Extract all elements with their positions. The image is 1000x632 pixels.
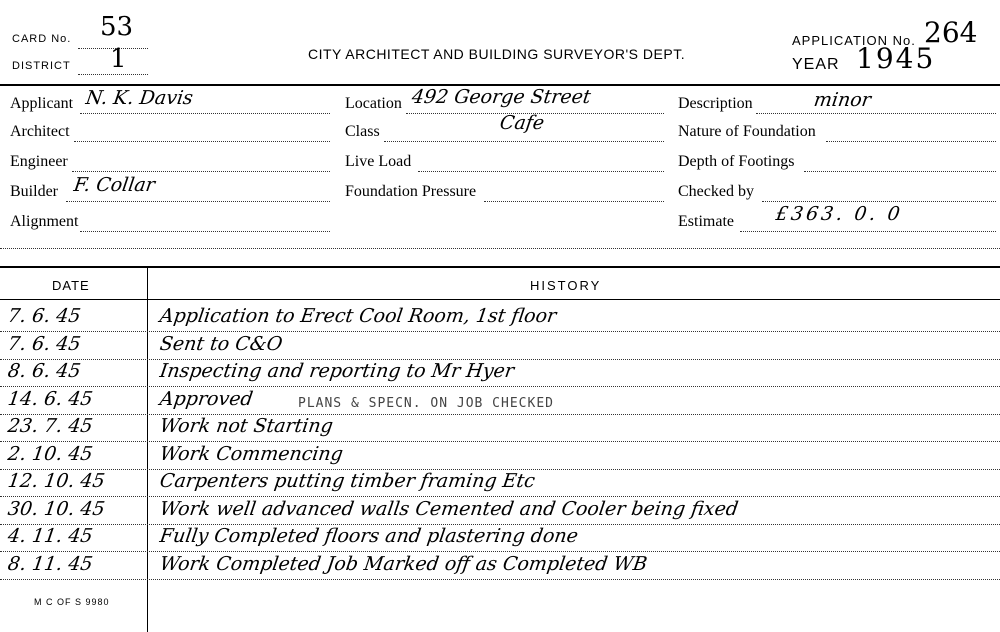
depth-of-footings-underline [804, 171, 996, 172]
builder-label: Builder [10, 183, 58, 200]
class-underline [384, 141, 664, 142]
location-label: Location [345, 95, 402, 112]
history-entry: Application to Erect Cool Room, 1st floor [158, 305, 558, 327]
card-number-value: 53 [100, 12, 134, 42]
builder-value: F. Collar [72, 174, 157, 196]
history-date: 14. 6. 45 [6, 387, 95, 410]
history-row-rule [0, 579, 1000, 580]
field-block-bottom-rule [0, 248, 1000, 249]
history-header-rule [0, 299, 1000, 300]
history-date: 4. 11. 45 [6, 525, 95, 547]
form-code: M C OF S 9980 [34, 597, 110, 607]
class-value: Cafe [498, 112, 546, 134]
date-column-divider [147, 266, 148, 632]
builder-underline [66, 201, 330, 202]
plans-checked-stamp: PLANS & SPECN. ON JOB CHECKED [298, 396, 554, 411]
year-label: YEAR [792, 56, 840, 73]
nature-of-foundation-underline [826, 141, 996, 142]
history-entry: Sent to C&O [158, 332, 284, 355]
district-value: 1 [110, 44, 127, 74]
history-entry: Work Commencing [158, 442, 345, 465]
year-value: 1945 [856, 42, 936, 75]
foundation-pressure-label: Foundation Pressure [345, 183, 477, 200]
engineer-underline [72, 171, 330, 172]
district-label: DISTRICT [12, 60, 71, 72]
class-label: Class [345, 123, 380, 140]
history-date: 7. 6. 45 [6, 305, 83, 327]
application-number-label: APPLICATION No. [792, 33, 916, 48]
history-row-rule [0, 386, 1000, 387]
description-label: Description [678, 95, 753, 112]
department-title: CITY ARCHITECT AND BUILDING SURVEYOR'S DEPT. [308, 46, 686, 62]
engineer-label: Engineer [10, 153, 68, 170]
history-date: 8. 6. 45 [6, 360, 83, 382]
date-column-header: DATE [52, 278, 90, 293]
description-value: minor [812, 89, 873, 111]
checked-by-underline [762, 201, 996, 202]
history-entry: Work well advanced walls Cemented and Cooler being fixed [158, 497, 740, 520]
history-date: 8. 11. 45 [6, 552, 95, 575]
history-column-header: HISTORY [530, 278, 602, 293]
history-entry: Work Completed Job Marked off as Completed WB [158, 552, 649, 575]
nature-of-foundation-label: Nature of Foundation [678, 123, 816, 140]
estimate-value: £363. 0. 0 [774, 203, 905, 225]
architect-label: Architect [10, 123, 70, 140]
history-entry: Approved [158, 387, 255, 410]
history-top-rule [0, 266, 1000, 268]
alignment-underline [80, 231, 330, 232]
application-number-value: 264 [924, 16, 978, 49]
history-row-rule [0, 551, 1000, 552]
live-load-underline [418, 171, 664, 172]
history-row-rule [0, 414, 1000, 415]
alignment-label: Alignment [10, 213, 79, 230]
live-load-label: Live Load [345, 153, 412, 170]
applicant-label: Applicant [10, 95, 74, 112]
applicant-value: N. K. Davis [84, 87, 195, 109]
history-row-rule [0, 496, 1000, 497]
estimate-underline [740, 231, 996, 232]
history-date: 30. 10. 45 [6, 497, 107, 520]
history-entry: Carpenters putting timber framing Etc [158, 470, 537, 492]
location-value: 492 George Street [410, 86, 593, 108]
history-date: 2. 10. 45 [6, 442, 95, 465]
foundation-pressure-underline [484, 201, 664, 202]
depth-of-footings-label: Depth of Footings [678, 153, 795, 170]
district-underline [78, 74, 148, 75]
history-entry: Work not Starting [158, 415, 335, 437]
history-entry: Inspecting and reporting to Mr Hyer [158, 360, 516, 382]
history-date: 12. 10. 45 [6, 470, 107, 492]
history-date: 7. 6. 45 [6, 332, 83, 355]
applicant-underline [80, 113, 330, 114]
history-row-rule [0, 331, 1000, 332]
history-date: 23. 7. 45 [6, 415, 95, 437]
history-row-rule [0, 441, 1000, 442]
architect-underline [74, 141, 330, 142]
card-number-label: CARD No. [12, 33, 72, 45]
history-entry: Fully Completed floors and plastering done [158, 525, 580, 547]
checked-by-label: Checked by [678, 183, 754, 200]
description-underline [756, 113, 996, 114]
estimate-label: Estimate [678, 213, 734, 230]
